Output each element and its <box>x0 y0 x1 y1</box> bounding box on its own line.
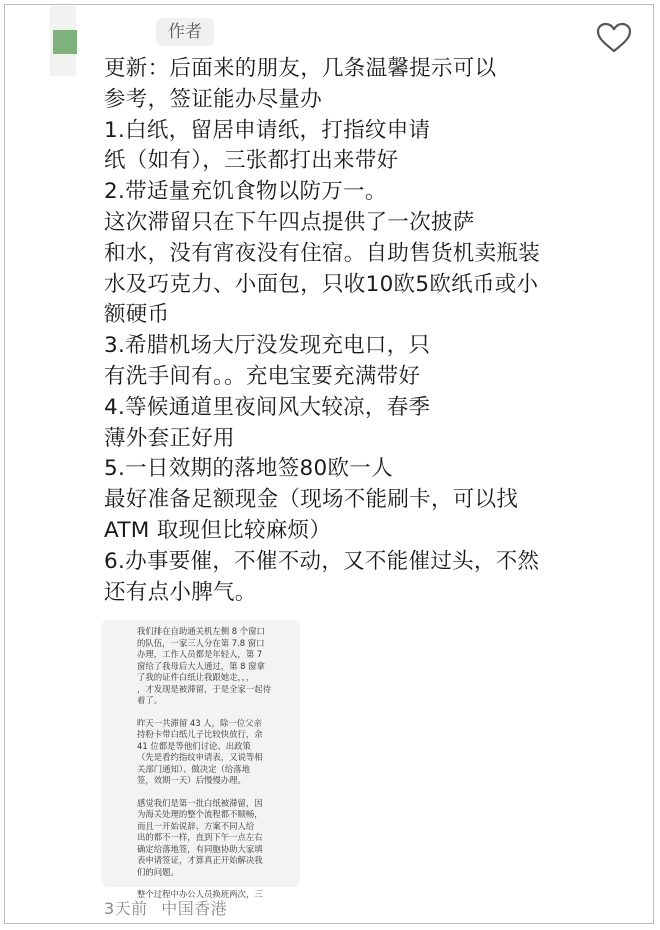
attached-line: 关部门通知）、做决定（给落地 <box>137 763 251 774</box>
post-meta <box>104 896 235 919</box>
attached-image-text <box>137 626 275 912</box>
post-line: 5.一日效期的落地签80欧一人 <box>104 456 393 482</box>
attached-line: 感觉我们是第一批白纸被滞留，因 <box>137 797 263 808</box>
post-line: 还有点小脾气。 <box>104 579 257 605</box>
post-line: 和水，没有宵夜没有住宿。自助售货机卖瓶装 <box>104 240 541 266</box>
attached-line: 为海关处理的整个流程都不顺畅， <box>137 809 263 819</box>
post-line: 最好准备足额现金（现场不能刷卡，可以找 <box>104 487 519 513</box>
attached-line: 的队伍，一家三人分在第 7.8 窗口 <box>137 637 265 648</box>
post-line: 4.等候通道里夜间风大较凉，春季 <box>104 394 431 420</box>
post-line: 6.办事要催，不催不动，又不能催过头，不然 <box>104 548 540 574</box>
post-line: 2.带适量充饥食物以防万一。 <box>104 179 387 205</box>
post-line: 3.希腊机场大厅没发现充电口，只 <box>104 333 431 359</box>
attached-line: 确定给落地签，有同胞协助大家填 <box>137 843 263 854</box>
attached-paragraph <box>137 718 275 787</box>
attached-line: 整个过程中办公人员换班两次，三 <box>137 889 263 899</box>
attached-line: 出的都不一样，直到下午一点左右 <box>137 832 263 842</box>
post-line: 额硬币 <box>104 302 170 328</box>
attached-image[interactable] <box>101 620 300 899</box>
attached-paragraph <box>137 798 275 879</box>
post-line: 有洗手间有。。充电宝要充满带好 <box>104 363 421 389</box>
attached-line: 窗给了我母后大人通过，第 8 窗拿 <box>137 660 265 671</box>
attached-line: 办理，工作人员都是年轻人，第 7 <box>137 649 263 659</box>
heart-outline-icon[interactable] <box>596 22 632 54</box>
attached-line: 们的问题。 <box>137 866 179 877</box>
post-line: 纸（如有），三张都打出来带好 <box>104 148 399 174</box>
attached-line: 了我的证件白纸让我跟她走，，， <box>137 672 255 682</box>
attached-line: 而且一开始说辞、方案不同人给 <box>137 820 255 831</box>
post-line: 这次滞留只在下午四点提供了一次披萨 <box>104 209 475 235</box>
attached-line: ，才发现是被滞留，于是全家一起待 <box>137 683 271 694</box>
post-location: 中国香港 <box>161 899 228 918</box>
author-badge: 作者 <box>156 18 214 46</box>
attached-line: 表申请签证，才算真正开始解决我 <box>137 855 263 865</box>
attached-line: 我们排在自助通关机左侧 8 个窗口 <box>137 626 265 636</box>
attached-line: （先是看约指纹申请表，又说等相 <box>137 752 263 762</box>
post-line: 1.白纸，留居申请纸，打指纹申请 <box>104 117 431 143</box>
post-time: 3天前 <box>104 899 148 918</box>
post-line: 薄外套正好用 <box>104 425 235 451</box>
post-line: 更新：后面来的朋友，几条温馨提示可以 <box>104 56 497 81</box>
attached-line: 着了。 <box>137 695 163 705</box>
attached-paragraph <box>137 626 275 707</box>
post-line: 参考，签证能办尽量办 <box>104 86 323 112</box>
attached-line: 持粉卡带白纸儿子比较快放行，余 <box>137 729 263 739</box>
post-body <box>104 54 584 608</box>
post-line: 水及巧克力、小面包，只收10欧5欧纸币或小 <box>104 271 539 297</box>
avatar[interactable] <box>53 30 77 54</box>
post-line: ATM 取现但比较麻烦） <box>104 517 332 543</box>
attached-line: 昨天一共滞留 43 人，除一位父亲 <box>137 717 262 728</box>
attached-line: 41 位都是等他们讨论、出政策 <box>137 740 251 751</box>
attached-line: 签，效期一天）后慢慢办理。 <box>137 775 246 785</box>
